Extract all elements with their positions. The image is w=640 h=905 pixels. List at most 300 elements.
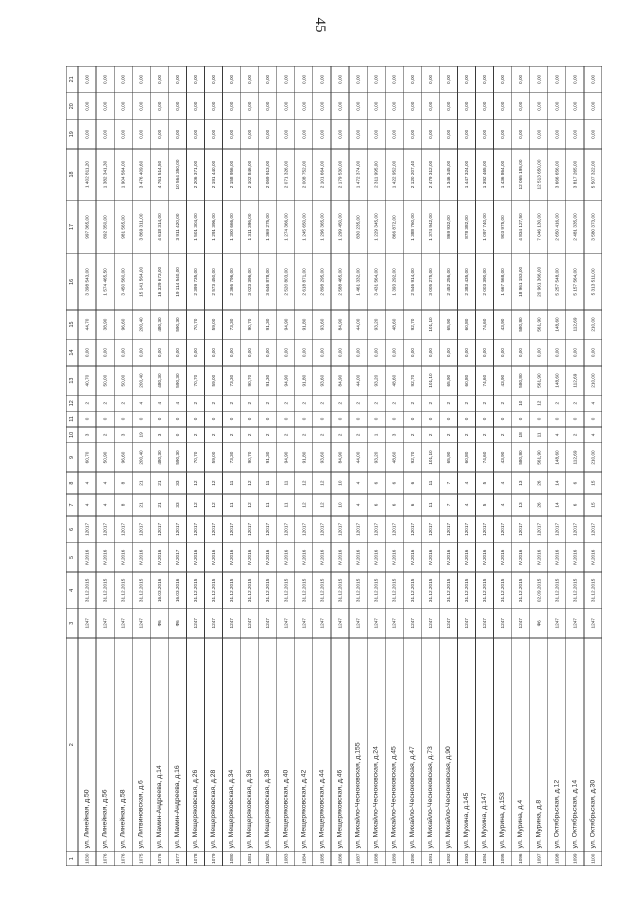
table-cell: 31.12.2015 (482, 578, 488, 603)
table-cell: 112,69 (572, 317, 578, 332)
table-cell: 1 447 324,00 (464, 160, 469, 189)
table-cell: 31.12.2015 (319, 578, 325, 603)
table-cell: 2 (229, 401, 235, 405)
column-number-header: 13 (69, 377, 75, 384)
table-cell: 200,40 (138, 450, 144, 465)
table-cell: 13 (518, 502, 524, 508)
table-cell: 10 (337, 502, 343, 508)
table-cell: 0,00 (211, 348, 216, 358)
table-cell: 4 (138, 401, 144, 405)
table-cell: 91,80 (301, 318, 307, 331)
table-cell: 3 431 564,00 (373, 268, 379, 296)
table-cell: 3 666 656,00 (554, 160, 560, 189)
table-cell: IV.2017 (174, 549, 180, 566)
table-cell: 0,00 (427, 101, 433, 111)
table-cell: 0,00 (156, 348, 162, 358)
table-cell: 94,90 (283, 451, 289, 464)
table-cell: 2 (229, 433, 235, 437)
table-cell: 31.12.2015 (138, 578, 144, 603)
table-cell: 0 (590, 417, 596, 421)
table-cell: 2 (355, 433, 361, 437)
table-cell: 92,70 (409, 318, 415, 331)
table-cell: 26 (536, 502, 542, 508)
table-cell: 2 (301, 433, 307, 437)
table-cell: 12017 (84, 522, 90, 536)
table-cell: 11 (536, 432, 542, 438)
table-cell: 2 366 796,00 (229, 268, 235, 296)
table-cell: 0,00 (102, 101, 108, 111)
table-cell: 0,00 (445, 348, 451, 358)
table-cell: 1 346 345,00 (445, 160, 451, 189)
table-cell: IV.2016 (265, 549, 271, 566)
table-cell: 0,00 (192, 101, 198, 111)
table-cell: 2 (427, 433, 433, 437)
table-cell: 12 065 195,00 (518, 159, 524, 190)
table-cell: 0,00 (337, 129, 343, 139)
table-cell: 0,00 (464, 74, 469, 84)
table-cell: 4 (554, 433, 560, 437)
table-cell: 84,90 (337, 451, 343, 464)
table-cell: 0 (102, 417, 108, 421)
table-cell: 96,60 (120, 451, 126, 464)
table-cell: 0 (427, 417, 433, 421)
table-cell: 1247 (355, 618, 361, 629)
table-cell: 8 (120, 481, 126, 485)
table-cell: 0,00 (554, 129, 560, 139)
table-cell: 12017 (355, 522, 361, 536)
table-cell: 0,00 (554, 348, 560, 358)
table-cell: 0,00 (229, 129, 235, 139)
table-cell: IV.2016 (391, 549, 397, 566)
table-cell: 1076 (156, 853, 162, 864)
table-cell: 6 (391, 503, 397, 507)
table-cell: 73,30 (229, 318, 235, 331)
table-cell: 3 (120, 433, 126, 437)
table-cell: 0,00 (518, 348, 524, 358)
table-cell: 6 (373, 481, 379, 485)
table-cell: 2 (355, 401, 361, 405)
table-cell: 18 (518, 432, 524, 438)
table-cell: 11 (283, 502, 289, 508)
table-cell: IV.2016 (427, 549, 433, 566)
table-cell: 93,20 (373, 318, 379, 331)
table-cell: 1247 (247, 618, 253, 629)
table-cell: 12017 (337, 522, 343, 536)
table-cell: 1092 (445, 853, 451, 864)
table-cell: 5 157 564,00 (572, 268, 578, 296)
table-cell: 0,00 (301, 101, 307, 111)
table-cell: 0 (120, 417, 126, 421)
table-cell: 12017 (500, 522, 506, 536)
table-cell: 11 (229, 502, 235, 508)
table-cell: 1082 (265, 853, 271, 864)
table-cell: 1098 (554, 853, 560, 864)
table-cell: 2 (301, 401, 307, 405)
table-cell: 12017 (174, 522, 180, 536)
table-cell: 12 (211, 502, 216, 508)
table-cell: 1100 (590, 853, 596, 864)
table-cell: 31.12.2015 (337, 578, 343, 603)
table-cell: 3 (391, 433, 397, 437)
table-cell: 16.03.2016 (156, 578, 162, 603)
table-cell: IV.2016 (211, 549, 216, 566)
table-cell: 0,00 (247, 101, 253, 111)
table-cell: 2 (319, 433, 325, 437)
table-cell: 4 761 514,50 (156, 160, 162, 189)
table-cell: 15 141 564,00 (138, 266, 144, 297)
table-cell: 0,00 (174, 129, 180, 139)
table-cell: 1089 (391, 853, 397, 864)
table-cell: 101,10 (427, 450, 433, 465)
table-cell: 2 (500, 401, 506, 405)
address-cell: ул. Мещеряковская, д.36 (246, 769, 254, 849)
table-cell: 5 (482, 481, 488, 485)
address-cell: ул. Мурина, д.153 (499, 792, 507, 849)
address-cell: ул. Михайло-Чесноковская, д.24 (372, 746, 380, 849)
table-cell: 31.12.2015 (373, 578, 379, 603)
table-cell: 0 (156, 417, 162, 421)
table-cell: 0,00 (138, 74, 144, 84)
table-cell: 0 (337, 417, 343, 421)
table-cell: 1096 (518, 853, 524, 864)
table-cell: 6 (572, 481, 578, 485)
table-cell: 0 (518, 417, 524, 421)
address-cell: ул. Мещеряковская, д.44 (318, 769, 326, 849)
table-cell: 3 817 265,00 (572, 160, 578, 189)
table-cell: IV.2016 (138, 549, 144, 566)
table-cell: 2 (247, 401, 253, 405)
table-cell: 2 (211, 401, 216, 405)
table-cell: 0,00 (337, 74, 343, 84)
table-cell: 0,00 (554, 74, 560, 84)
table-cell: 2 (445, 433, 451, 437)
table-cell: 91,80 (301, 451, 307, 464)
address-cell: ул. Мамин-Андреева, д.14 (155, 765, 163, 849)
table-cell: 12017 (156, 522, 162, 536)
table-cell: 2 (572, 401, 578, 405)
table-cell: 112,69 (572, 450, 578, 465)
table-cell: 0 (247, 417, 253, 421)
table-cell: 0,00 (247, 74, 253, 84)
table-cell: 12017 (120, 522, 126, 536)
table-cell: 5 257 548,00 (554, 268, 560, 296)
table-cell: 2 (102, 401, 108, 405)
table-cell: 2 (482, 433, 488, 437)
table-cell: 91,30 (265, 318, 271, 331)
address-cell: ул. Линейная, д.50 (83, 789, 91, 849)
table-cell: IV.2016 (518, 549, 524, 566)
address-cell: ул. Мухина, д.145 (463, 792, 470, 849)
table-cell: 12 (247, 502, 253, 508)
table-cell: 1088 (373, 853, 379, 864)
table-cell: 2 (445, 401, 451, 405)
address-cell: ул. Мурина, д.8 (535, 799, 543, 849)
table-cell: 0,00 (84, 74, 90, 84)
table-cell: 0,00 (301, 129, 307, 139)
table-cell: 0,00 (301, 74, 307, 84)
table-cell: 10 (518, 400, 524, 406)
address-cell: ул. Михайло-Чесноковская, д.47 (408, 746, 416, 849)
table-cell: 12017 (590, 522, 596, 536)
table-cell: 0 (482, 417, 488, 421)
address-cell: ул. Михайло-Чесноковская, д.45 (390, 746, 398, 849)
table-cell: 0,00 (102, 74, 108, 84)
table-cell: 0,00 (138, 129, 144, 139)
table-cell: 0,00 (265, 101, 271, 111)
table-cell: 13 (518, 480, 524, 486)
table-cell: 0,00 (247, 348, 253, 358)
table-cell: 148,60 (554, 317, 560, 332)
table-cell: 2 069 913,00 (265, 160, 271, 189)
table-cell: 1247 (518, 618, 524, 629)
table-cell: 1 311 396,00 (247, 213, 253, 241)
table-cell: 2 (192, 401, 198, 405)
table-cell: 830 235,00 (355, 215, 361, 239)
table-cell: 11 (427, 480, 433, 486)
table-cell: 2 (572, 433, 578, 437)
table-cell: 0,00 (174, 101, 180, 111)
table-cell: 0 (84, 417, 90, 421)
table-cell: 0,00 (500, 129, 506, 139)
column-number-header: 3 (69, 621, 75, 625)
table-cell: 4 (102, 503, 108, 507)
table-cell: 43,90 (500, 374, 506, 387)
table-cell: 878 382,00 (464, 215, 469, 239)
table-cell: 4 (500, 481, 506, 485)
table-cell: 2 (247, 433, 253, 437)
table-cell: 0,00 (283, 101, 289, 111)
table-cell: 91,30 (265, 374, 271, 387)
table-cell: 12017 (247, 522, 253, 536)
table-cell: 0,00 (283, 129, 289, 139)
table-cell: 6 (373, 503, 379, 507)
table-cell: 1078 (192, 853, 198, 864)
table-cell: 2 206 371,00 (192, 160, 198, 189)
table-cell: 0,00 (120, 348, 126, 358)
table-cell: 0,00 (482, 129, 488, 139)
table-cell: 0,00 (464, 101, 469, 111)
table-cell: 1247 (265, 618, 271, 629)
table-cell: 4 (156, 401, 162, 405)
table-cell: 1 461 332,00 (355, 268, 361, 296)
table-cell: 1 369 275,00 (265, 213, 271, 241)
table-cell: 4 (355, 481, 361, 485)
table-cell: 0,00 (192, 348, 198, 358)
table-cell: 12 (319, 480, 325, 486)
table-cell: 0,00 (590, 129, 596, 139)
table-cell: 1 296 365,00 (319, 213, 325, 241)
table-cell: 0,00 (500, 348, 506, 358)
table-cell: IV.2016 (409, 549, 415, 566)
table-cell: 12017 (391, 522, 397, 536)
table-cell: 20 961 366,00 (536, 266, 542, 297)
table-cell: 12 513 650,00 (536, 159, 542, 190)
table-cell: 12017 (482, 522, 488, 536)
table-cell: IV.2016 (500, 549, 506, 566)
address-cell: ул. Мещеряковская, д.34 (228, 769, 236, 849)
table-cell: 70,70 (192, 451, 198, 464)
table-cell: 43,90 (500, 318, 506, 331)
table-cell: 0,00 (590, 101, 596, 111)
table-cell: 38,90 (102, 318, 108, 331)
table-cell: 869 932,00 (445, 215, 451, 239)
table-cell: 5 313 511,00 (590, 268, 596, 296)
table-cell: 12017 (572, 522, 578, 536)
table-cell: 0,00 (590, 348, 596, 358)
table-cell: 3 398 543,00 (84, 268, 90, 296)
table-cell: 1 667 568,00 (500, 268, 506, 296)
table-cell: 1 472 374,00 (355, 160, 361, 189)
table-cell: 1 382 341,30 (102, 160, 108, 189)
table-cell: 0,00 (554, 101, 560, 111)
table-cell: 44,70 (84, 318, 90, 331)
table-cell: 1 574 465,50 (102, 268, 108, 296)
table-cell: 0,00 (265, 348, 271, 358)
table-cell: 2 (554, 401, 560, 405)
table-cell: 74,60 (482, 451, 488, 464)
table-cell: 2 (482, 401, 488, 405)
table-cell: IV.2016 (337, 549, 343, 566)
table-cell: 31.12.2015 (590, 578, 596, 603)
table-cell: 6 (409, 503, 415, 507)
table-cell: 31.12.2015 (355, 578, 361, 603)
table-cell: 11 (283, 480, 289, 486)
table-cell: 0,00 (572, 74, 578, 84)
table-cell: 21 (156, 502, 162, 508)
table-cell: 1083 (283, 853, 289, 864)
table-cell: 59,00 (211, 451, 216, 464)
table-cell: 1075 (138, 853, 144, 864)
table-cell: 0,00 (84, 101, 90, 111)
table-cell: 93,60 (319, 451, 325, 464)
table-cell: 11 (427, 502, 433, 508)
table-cell: 2 (427, 401, 433, 405)
table-cell: 2 (391, 401, 397, 405)
table-cell: 10 (337, 480, 343, 486)
table-cell: IV.2016 (319, 549, 325, 566)
table-cell: 0 (500, 417, 506, 421)
table-cell: IV.2016 (373, 549, 379, 566)
table-cell: 0,00 (482, 101, 488, 111)
table-cell: 16 329 673,00 (156, 266, 162, 297)
table-cell: 1090 (409, 853, 415, 864)
table-cell: 2 071 326,00 (283, 160, 289, 189)
table-cell: 2 120 207,40 (409, 160, 415, 189)
table-cell: 0,00 (156, 129, 162, 139)
table-cell: 43,90 (500, 451, 506, 464)
table-cell: 0,00 (337, 348, 343, 358)
table-cell: 90,70 (247, 318, 253, 331)
table-cell: 0,00 (355, 101, 361, 111)
table-cell: 1085 (319, 853, 325, 864)
address-cell: ул. Михайло-Чесноковская, д.73 (426, 746, 434, 849)
table-cell: 200,40 (138, 317, 144, 332)
table-cell: 1247 (120, 618, 126, 629)
table-cell: 90,70 (247, 451, 253, 464)
table-cell: 73,30 (229, 374, 235, 387)
table-cell: 14 (554, 480, 560, 486)
table-cell: 4 (102, 481, 108, 485)
table-cell: 90,70 (247, 374, 253, 387)
table-cell: 2 383 435,00 (464, 268, 469, 296)
table-cell: 590,30 (174, 373, 180, 388)
table-cell: 7 (445, 503, 451, 507)
table-cell: 60,70 (84, 451, 90, 464)
table-cell: IV.2016 (464, 549, 469, 566)
table-cell: 0,00 (283, 74, 289, 84)
table-cell: 4 (464, 503, 469, 507)
table-cell: 0,00 (265, 129, 271, 139)
table-cell: 0,00 (464, 129, 469, 139)
table-cell: 2 650 416,00 (554, 213, 560, 241)
table-cell: 2 (319, 401, 325, 405)
table-cell: 480,30 (156, 373, 162, 388)
table-cell: 1 229 345,00 (373, 213, 379, 241)
column-number-header: 8 (69, 481, 75, 485)
table-cell: 1030 (84, 853, 90, 864)
table-cell: 50,90 (102, 451, 108, 464)
address-cell: ул. Михайло-Чесноковская, д.90 (444, 746, 452, 849)
table-cell: 0,00 (518, 74, 524, 84)
table-cell: 1247 (445, 618, 451, 629)
table-cell: 1095 (500, 853, 506, 864)
table-cell: 12017 (445, 522, 451, 536)
table-cell: 866 872,00 (391, 215, 397, 239)
table-cell: 4 (355, 503, 361, 507)
table-cell: 0 (174, 417, 180, 421)
table-cell: 2 102 846,00 (247, 160, 253, 189)
table-cell: 93,60 (319, 374, 325, 387)
column-number-header: 2 (69, 743, 75, 747)
address-cell: ул. Литвиновская, д.6 (137, 780, 145, 849)
table-cell: 12017 (211, 522, 216, 536)
table-cell: 1084 (301, 853, 307, 864)
table-cell: 0,00 (373, 74, 379, 84)
table-cell: 1099 (572, 853, 578, 864)
table-cell: 12017 (192, 522, 198, 536)
table-cell: 5 507 322,00 (590, 160, 596, 189)
table-cell: 0,00 (102, 129, 108, 139)
table-cell: 3 646 878,00 (265, 268, 271, 296)
table-cell: 12017 (464, 522, 469, 536)
table-cell: 590,30 (174, 317, 180, 332)
table-cell: 981 565,00 (120, 215, 126, 239)
address-cell: ул. Михайло-Чесноковская, д.155 (354, 742, 362, 849)
table-cell: 2 546 914,00 (409, 268, 415, 296)
address-cell: ул. Мухина, д.147 (481, 792, 489, 849)
table-cell: 31.12.2015 (229, 578, 235, 603)
table-cell: 0,00 (319, 74, 325, 84)
table-cell: 2 479 312,00 (427, 160, 433, 189)
table-cell: 0,00 (445, 129, 451, 139)
table-cell: 0,00 (229, 101, 235, 111)
table-cell: 2 898 295,00 (319, 268, 325, 296)
table-cell: 0,00 (355, 348, 361, 358)
table-cell: 561,90 (536, 450, 542, 465)
table-cell: 1247 (138, 618, 144, 629)
table-cell: 12 (192, 502, 198, 508)
table-cell: 6 (572, 503, 578, 507)
table-cell: Ф6 (536, 620, 542, 627)
address-cell: ул. Мещеряковская, д.38 (264, 769, 272, 849)
table-cell: 50,00 (120, 374, 126, 387)
table-cell: 561,90 (536, 373, 542, 388)
table-cell: 0,00 (536, 101, 542, 111)
table-cell: 3 450 560,00 (120, 268, 126, 296)
table-cell: 31.12.2015 (391, 578, 397, 603)
table-cell: 2 573 450,00 (211, 268, 216, 296)
table-cell: 0,00 (373, 101, 379, 111)
